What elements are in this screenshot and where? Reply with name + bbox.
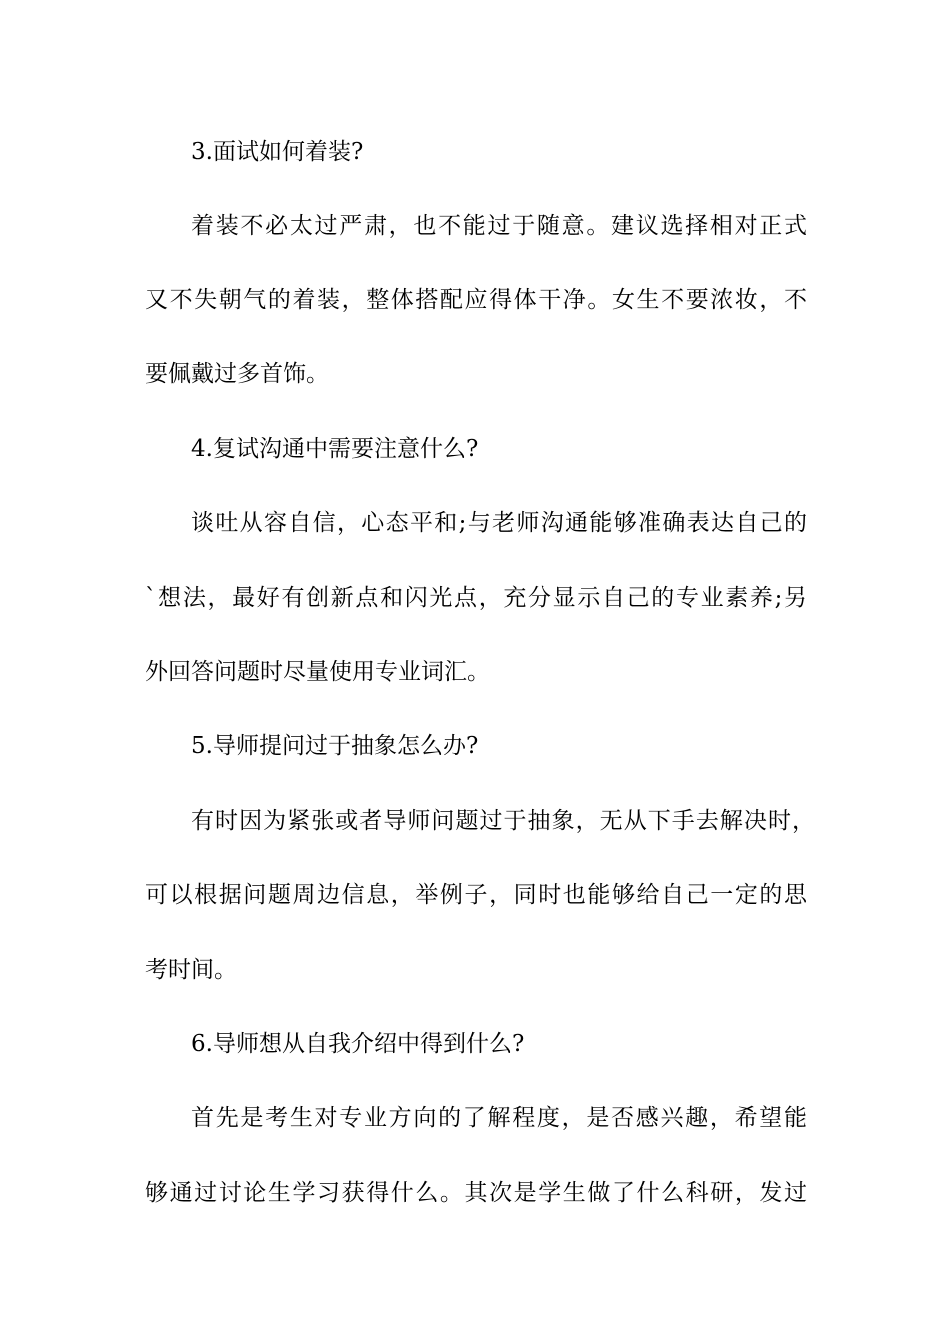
q3-body-line-2: 又不失朝气的着装，整体搭配应得体干净。女生不要浓妆，不 xyxy=(145,287,807,313)
q6-body-line-1: 首先是考生对专业方向的了解程度，是否感兴趣，希望能 xyxy=(191,1105,807,1131)
q5-body-line-2: 可以根据问题周边信息，举例子，同时也能够给自己一定的思 xyxy=(145,882,807,908)
q6-heading: 6.导师想从自我介绍中得到什么? xyxy=(191,1031,525,1057)
q3-body-line-1: 着装不必太过严肃，也不能过于随意。建议选择相对正式 xyxy=(191,213,807,239)
q3-heading: 3.面试如何着装? xyxy=(191,139,364,165)
q3-body-line-3: 要佩戴过多首饰。 xyxy=(145,361,329,387)
q4-heading: 4.复试沟通中需要注意什么? xyxy=(191,436,479,462)
q5-body-line-3: 考时间。 xyxy=(145,957,237,983)
q5-heading: 5.导师提问过于抽象怎么办? xyxy=(191,733,479,759)
q4-body-line-3: 外回答问题时尽量使用专业词汇。 xyxy=(145,659,490,685)
q5-body-line-1: 有时因为紧张或者导师问题过于抽象，无从下手去解决时， xyxy=(191,808,815,834)
q6-body-line-2: 够通过讨论生学习获得什么。其次是学生做了什么科研，发过 xyxy=(145,1180,807,1206)
q4-body-line-2: `想法，最好有创新点和闪光点，充分显示自己的专业素养;另 xyxy=(145,585,807,611)
q4-body-line-1: 谈吐从容自信，心态平和;与老师沟通能够准确表达自己的 xyxy=(191,510,807,536)
